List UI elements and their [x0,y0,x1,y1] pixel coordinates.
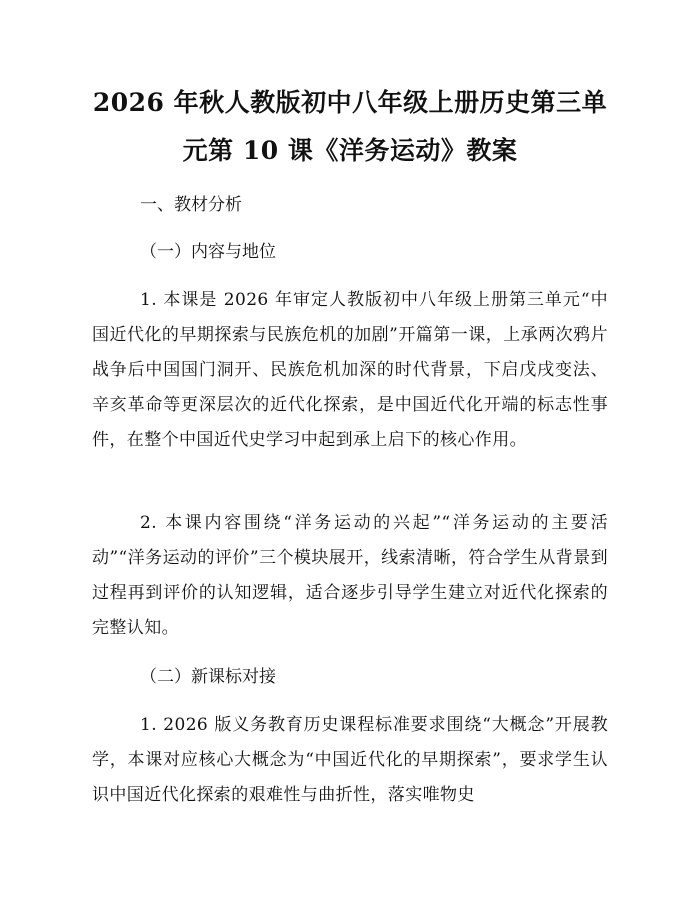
document-title-line-1: 2026 年秋人教版初中八年级上册历史第三单 [92,88,608,117]
paragraph-2: 2. 本课内容围绕“洋务运动的兴起”“洋务运动的主要活动”“洋务运动的评价”三个模块展开，线索清晰，符合学生从背景到过程再到评价的认知逻辑，适合逐步引导学生建立对近代化探索的完整认知。 [92,513,608,638]
paragraph-1: 1. 本课是 2026 年审定人教版初中八年级上册第三单元“中国近代化的早期探索与民族危机的加剧”开篇第一课，上承两次鸦片战争后中国国门洞开、民族危机加深的时代背景，下启戊戌变法、辛亥革命等更深层次的近代化探索，是中国近代化开端的标志性事件，在整个中国近代史学习中起到承上启下的核心作用。 [92,290,608,450]
subsection-heading-content-position: （一）内容与地位 [140,242,276,262]
section-heading-textbook-analysis: 一、教材分析 [140,195,242,215]
document-title-line-2: 元第 10 课《洋务运动》教案 [182,136,518,165]
subsection-heading-curriculum-standard: （二）新课标对接 [140,667,276,687]
paragraph-3: 1. 2026 版义务教育历史课程标准要求围绕“大概念”开展教学，本课对应核心大概念为“中国近代化的早期探索”，要求学生认识中国近代化探索的艰难性与曲折性，落实唯物史 [92,715,608,805]
